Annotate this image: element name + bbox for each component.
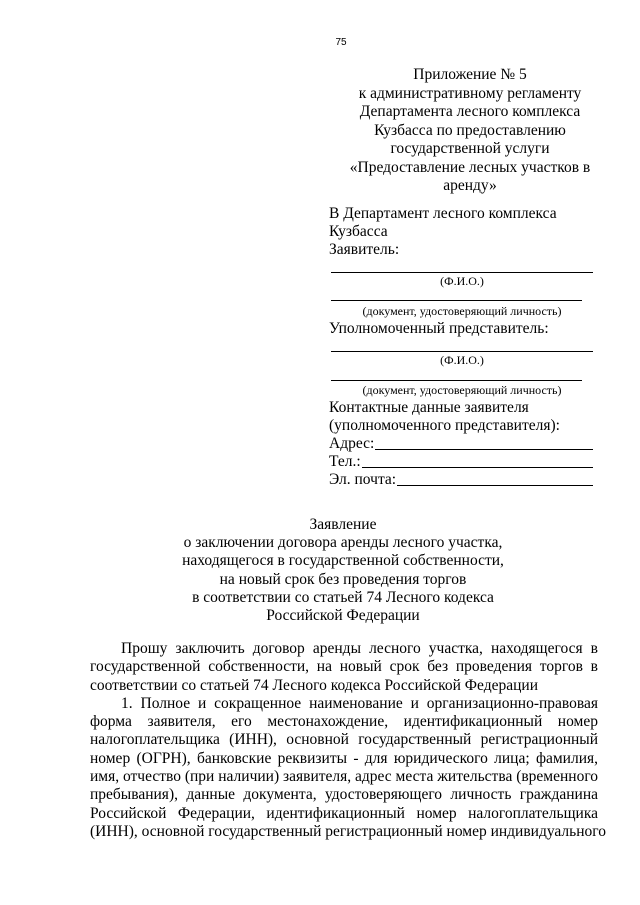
text-line: Прошу заключить договор аренды лесного участка, находящегося в	[121, 640, 598, 657]
text-line: налогоплательщика (ИНН), основной государственный регистрационный	[90, 731, 598, 749]
appendix-line: «Предоставление лесных участков в	[349, 158, 591, 176]
fio-caption: (Ф.И.О.)	[440, 274, 484, 288]
email-label: Эл. почта:	[329, 471, 397, 488]
request-paragraph	[90, 640, 598, 695]
representative-fio-field[interactable]	[331, 351, 593, 352]
contacts-line-1: Контактные данные заявителя	[329, 399, 529, 416]
text-line: пребывания), данные документа, удостоверяющего личность гражданина	[90, 786, 598, 804]
document-caption: (документ, удостоверяющий личность)	[362, 304, 562, 318]
title-line: на новый срок без проведения торгов	[219, 570, 467, 588]
address-label: Адрес:	[329, 435, 375, 452]
appendix-line: к административному регламенту	[358, 84, 582, 102]
page-number: 75	[335, 37, 347, 48]
applicant-fio-field[interactable]	[331, 272, 593, 273]
item-1-paragraph	[90, 694, 606, 841]
statement-body	[90, 640, 606, 841]
title-line: находящегося в государственной собственности,	[182, 552, 504, 570]
appendix-line: Департамента лесного комплекса	[359, 103, 581, 120]
statement-title	[0, 516, 640, 625]
title-line: Российской Федерации	[266, 607, 420, 625]
title-line: о заключении договора аренды лесного участка,	[183, 534, 503, 552]
contacts-line-2: (уполномоченного представителя):	[329, 417, 560, 434]
email-row	[329, 470, 593, 489]
appendix-line: Приложение № 5	[413, 66, 527, 83]
text-line: государственной собственности, на новый срок без проведения торгов в	[90, 658, 598, 676]
representative-label: Уполномоченный представитель:	[329, 320, 549, 337]
text-line: Российской Федерации, идентификационный номер налогоплательщика	[90, 804, 598, 822]
addressee-line-2: Кузбасса	[329, 223, 388, 240]
fio-caption: (Ф.И.О.)	[440, 353, 484, 367]
address-field[interactable]	[375, 449, 593, 450]
phone-row	[329, 452, 593, 471]
text-line: номер (ОГРН), банковские реквизиты - для юридического лица; фамилия,	[90, 749, 598, 767]
title-line: в соответствии со статьей 74 Лесного кодекса	[192, 588, 494, 606]
document-caption: (документ, удостоверяющий личность)	[362, 383, 562, 397]
phone-field[interactable]	[362, 467, 593, 468]
phone-label: Тел.:	[329, 453, 361, 470]
address-row	[329, 434, 593, 453]
text-line: имя, отчество (при наличии) заявителя, адрес места жительства (временного	[90, 768, 599, 786]
applicant-document-field[interactable]	[331, 300, 582, 301]
applicant-label: Заявитель:	[329, 241, 400, 258]
addressee-line-1: В Департамент лесного комплекса	[329, 205, 557, 222]
text-line: (ИНН), основной государственный регистрационный номер индивидуального	[90, 822, 606, 840]
appendix-line: аренду»	[443, 177, 497, 194]
appendix-line: Кузбасса по предоставлению	[374, 121, 566, 139]
text-line: 1. Полное и сокращенное наименование и организационно-правовая	[121, 694, 598, 712]
text-line: соответствии со статьей 74 Лесного кодекса Российской Федерации	[90, 676, 538, 694]
email-field[interactable]	[397, 485, 593, 486]
title-line: Заявление	[309, 516, 377, 533]
appendix-header	[330, 66, 610, 196]
representative-document-field[interactable]	[331, 380, 582, 381]
text-line: форма заявителя, его местонахождение, идентификационный номер	[90, 713, 598, 731]
appendix-line: государственной услуги	[390, 140, 550, 157]
